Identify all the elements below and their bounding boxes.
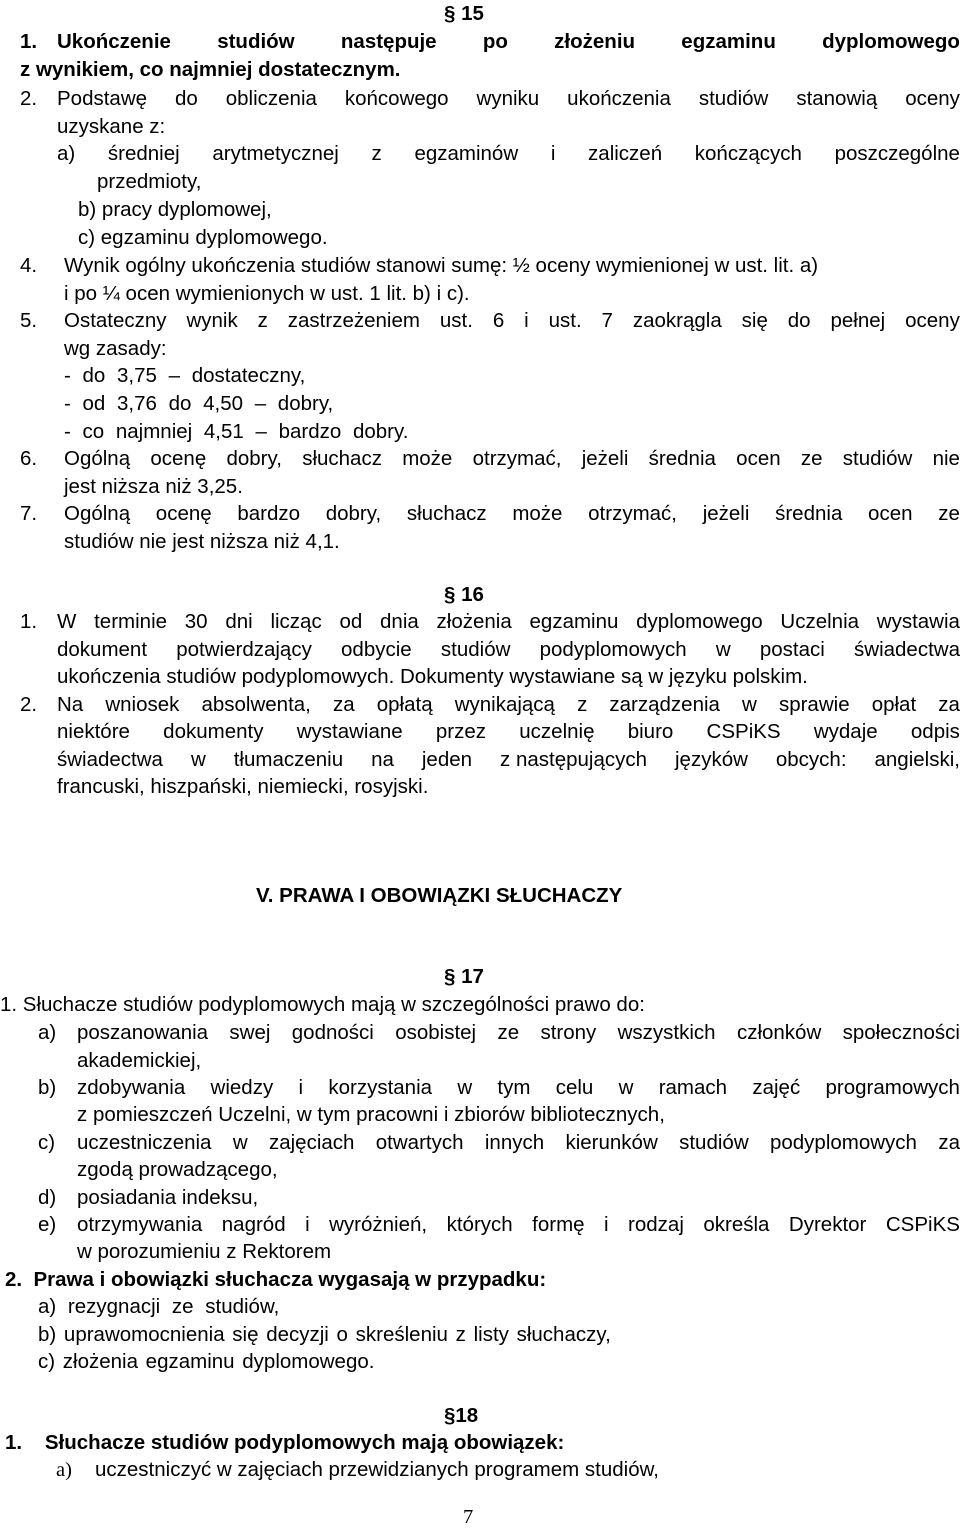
paragraph-line: 1. Słuchacze studiów podyplomowych mają w szczególności prawo do: bbox=[0, 993, 645, 1016]
word: Ostateczny bbox=[64, 309, 167, 332]
list-item-line: zgodą prowadzącego, bbox=[77, 1158, 278, 1181]
paragraph-line bbox=[57, 640, 960, 661]
section-heading-15: § 15 bbox=[444, 2, 484, 25]
paragraph-line: jest niższa niż 3,25. bbox=[64, 475, 243, 498]
word: formę bbox=[532, 1213, 585, 1236]
word: a) bbox=[57, 142, 76, 165]
word: średnia bbox=[648, 447, 716, 470]
word: poszanowania bbox=[77, 1021, 209, 1044]
word: wniosek bbox=[105, 693, 180, 716]
word: potwierdzający bbox=[176, 638, 312, 661]
list-item-line: przedmioty, bbox=[97, 170, 202, 193]
paragraph-line bbox=[64, 449, 960, 470]
paragraph-number: 2. bbox=[20, 693, 38, 716]
word: rodzaj bbox=[628, 1213, 684, 1236]
word: za bbox=[938, 693, 960, 716]
word: i bbox=[604, 1213, 609, 1236]
word: studiów bbox=[679, 1131, 749, 1154]
word: ocenę bbox=[155, 502, 212, 525]
word: obcych: bbox=[775, 748, 847, 771]
list-item-label: d) bbox=[38, 1186, 57, 1209]
list-item-line: uczestniczyć w zajęciach przewidzianych programem studiów, bbox=[95, 1458, 659, 1481]
word: świadectwa bbox=[57, 748, 163, 771]
section-heading-17: § 17 bbox=[444, 965, 484, 988]
paragraph-line bbox=[57, 722, 960, 743]
word: ust. bbox=[439, 309, 473, 332]
word: następuje bbox=[340, 30, 437, 53]
list-item-line: - co najmniej 4,51 – bardzo dobry. bbox=[64, 420, 409, 443]
paragraph-number: 1. bbox=[20, 610, 38, 633]
list-item-label: b) bbox=[38, 1076, 57, 1099]
word: Uczelnia bbox=[780, 610, 860, 633]
word: obliczenia bbox=[225, 87, 317, 110]
word: opłatą bbox=[376, 693, 433, 716]
paragraph-line: francuski, hiszpański, niemiecki, rosyjski. bbox=[57, 775, 429, 798]
word: i bbox=[298, 1076, 304, 1099]
word: otrzymywania bbox=[77, 1213, 203, 1236]
word: biuro bbox=[627, 720, 674, 743]
paragraph-number: 2. bbox=[20, 87, 38, 110]
word: uczelnię bbox=[519, 720, 595, 743]
list-item-line: c) złożenia egzaminu dyplomowego. bbox=[38, 1350, 375, 1373]
word: programowych bbox=[825, 1076, 960, 1099]
word: godności bbox=[291, 1021, 374, 1044]
word: dyplomowego bbox=[822, 30, 960, 53]
paragraph-number: 4. bbox=[20, 254, 38, 277]
word: 30 bbox=[184, 610, 208, 633]
word: ukończenia bbox=[567, 87, 671, 110]
word: do bbox=[174, 87, 198, 110]
word: Ogólną bbox=[64, 502, 131, 525]
paragraph-number: 1. bbox=[20, 30, 38, 53]
word: studiów bbox=[842, 447, 913, 470]
word: podyplomowych bbox=[539, 638, 687, 661]
word: zaokrągla bbox=[632, 309, 722, 332]
word: jeden bbox=[421, 748, 473, 771]
word: dyplomowego bbox=[636, 610, 763, 633]
word: postaci bbox=[759, 638, 825, 661]
word: w bbox=[715, 638, 731, 661]
word: wszystkich bbox=[617, 1021, 716, 1044]
word: absolwenta, bbox=[201, 693, 311, 716]
word: korzystania bbox=[328, 1076, 433, 1099]
word: jeżeli bbox=[581, 447, 629, 470]
word: z bbox=[371, 142, 382, 165]
word: terminie bbox=[94, 610, 168, 633]
list-item-line: z pomieszczeń Uczelni, w tym pracowni i zbiorów bibliotecznych, bbox=[77, 1103, 665, 1126]
word: złożenia bbox=[436, 610, 512, 633]
word: dobry, bbox=[226, 447, 282, 470]
word: opłat bbox=[871, 693, 917, 716]
list-item-line bbox=[77, 1133, 960, 1154]
list-item-label: c) bbox=[38, 1131, 56, 1154]
word: studiów bbox=[217, 30, 295, 53]
chapter-title: V. PRAWA I OBOWIĄZKI SŁUCHACZY bbox=[256, 884, 623, 907]
list-item-line: w porozumieniu z Rektorem bbox=[77, 1240, 332, 1263]
word: języków bbox=[674, 748, 748, 771]
list-item-line: posiadania indeksu, bbox=[77, 1186, 259, 1209]
word: wystawiane bbox=[296, 720, 403, 743]
word: za bbox=[332, 693, 355, 716]
word: wiedzy bbox=[210, 1076, 274, 1099]
list-item-label: e) bbox=[38, 1213, 57, 1236]
word: wystawia bbox=[876, 610, 960, 633]
word: tym bbox=[497, 1076, 531, 1099]
list-item-line: b) uprawomocnienia się decyzji o skreśleniu z listy słuchaczy, bbox=[38, 1323, 611, 1346]
section-heading-18: §18 bbox=[444, 1404, 479, 1427]
word: swej bbox=[229, 1021, 271, 1044]
list-item-label: a) bbox=[38, 1021, 57, 1044]
list-item-line bbox=[77, 1078, 960, 1099]
word: studiów bbox=[698, 87, 769, 110]
word: strony bbox=[540, 1021, 597, 1044]
section-heading-16: § 16 bbox=[444, 583, 484, 606]
word: po bbox=[482, 30, 508, 53]
word: zaliczeń bbox=[588, 142, 663, 165]
word: niektóre bbox=[57, 720, 130, 743]
word: odbycie bbox=[341, 638, 412, 661]
word: Na bbox=[57, 693, 84, 716]
paragraph-line bbox=[57, 612, 960, 633]
word: może bbox=[402, 447, 453, 470]
word: licząc bbox=[270, 610, 322, 633]
word: ocenę bbox=[150, 447, 207, 470]
word: CSPiKS bbox=[706, 720, 781, 743]
word: oceny bbox=[905, 87, 960, 110]
word: w bbox=[618, 1076, 634, 1099]
word: złożeniu bbox=[554, 30, 636, 53]
word: ust. bbox=[548, 309, 582, 332]
word: zajęciach bbox=[268, 1131, 355, 1154]
word: końcowego bbox=[344, 87, 449, 110]
word: osobistej bbox=[395, 1021, 477, 1044]
list-item-line bbox=[77, 1023, 960, 1044]
word: słuchacz bbox=[302, 447, 382, 470]
paragraph-line: z wynikiem, co najmniej dostatecznym. bbox=[20, 58, 401, 81]
word: jeżeli bbox=[702, 502, 750, 525]
word: egzaminu bbox=[681, 30, 776, 53]
word: poszczególne bbox=[834, 142, 960, 165]
word: ocen bbox=[868, 502, 913, 525]
word: otrzymać, bbox=[472, 447, 562, 470]
word: 7 bbox=[601, 309, 613, 332]
list-item-line: a) rezygnacji ze studiów, bbox=[38, 1295, 280, 1318]
word: CSPiKS bbox=[885, 1213, 960, 1236]
list-item-line: c) egzaminu dyplomowego. bbox=[78, 226, 328, 249]
word: innych bbox=[484, 1131, 545, 1154]
paragraph-number: 6. bbox=[20, 447, 38, 470]
word: określa bbox=[703, 1213, 770, 1236]
word: egzaminów bbox=[414, 142, 519, 165]
paragraph-number: 5. bbox=[20, 309, 38, 332]
paragraph-line bbox=[64, 311, 960, 332]
list-item-line: akademickiej, bbox=[77, 1049, 202, 1072]
word: zarządzenia bbox=[609, 693, 720, 716]
word: celu bbox=[555, 1076, 594, 1099]
word: Ukończenie bbox=[57, 30, 171, 53]
word: nagród bbox=[221, 1213, 286, 1236]
word: ze bbox=[938, 502, 960, 525]
word: z bbox=[577, 693, 588, 716]
list-item-line: b) pracy dyplomowej, bbox=[78, 198, 272, 221]
word: kierunków bbox=[565, 1131, 658, 1154]
word: wydaje bbox=[813, 720, 878, 743]
word: z bbox=[257, 309, 268, 332]
word: dokument bbox=[57, 638, 148, 661]
word: kończących bbox=[694, 142, 802, 165]
paragraph-line: studiów nie jest niższa niż 4,1. bbox=[64, 530, 340, 553]
word: zastrzeżeniem bbox=[287, 309, 420, 332]
word: przez bbox=[435, 720, 487, 743]
word: otwartych bbox=[375, 1131, 464, 1154]
word: ze bbox=[497, 1021, 520, 1044]
word: podyplomowych bbox=[769, 1131, 917, 1154]
word: może bbox=[512, 502, 563, 525]
word: dobry, bbox=[325, 502, 382, 525]
word: w bbox=[232, 1131, 248, 1154]
word: dnia bbox=[380, 610, 419, 633]
word: wynikającą bbox=[454, 693, 555, 716]
word: świadectwa bbox=[854, 638, 960, 661]
list-item-line: - do 3,75 – dostateczny, bbox=[64, 364, 306, 387]
word: wyróżnień, bbox=[329, 1213, 428, 1236]
word: Dyrektor bbox=[788, 1213, 867, 1236]
paragraph-line: uzyskane z: bbox=[57, 115, 166, 138]
paragraph-line: ukończenia studiów podyplomowych. Dokumenty wystawiane są w języku polskim. bbox=[57, 665, 808, 688]
word: w bbox=[190, 748, 206, 771]
word: wynik bbox=[186, 309, 238, 332]
paragraph-line bbox=[57, 750, 960, 771]
word: uczestniczenia bbox=[77, 1131, 212, 1154]
list-item-line: - od 3,76 do 4,50 – dobry, bbox=[64, 392, 334, 415]
word: sprawie bbox=[778, 693, 850, 716]
list-item-line bbox=[57, 144, 960, 165]
word: nie bbox=[932, 447, 960, 470]
paragraph-line bbox=[57, 695, 960, 716]
paragraph-line bbox=[57, 89, 960, 110]
word: egzaminu bbox=[529, 610, 619, 633]
word: otrzymać, bbox=[588, 502, 678, 525]
word: społeczności bbox=[842, 1021, 960, 1044]
word: W bbox=[57, 610, 77, 633]
paragraph-line bbox=[57, 32, 960, 53]
paragraph-line: wg zasady: bbox=[64, 337, 167, 360]
word: i bbox=[550, 142, 556, 165]
word: angielski, bbox=[874, 748, 960, 771]
word: bardzo bbox=[237, 502, 301, 525]
word: odpis bbox=[910, 720, 960, 743]
word: ze bbox=[800, 447, 823, 470]
word: których bbox=[446, 1213, 513, 1236]
paragraph-line: 2. Prawa i obowiązki słuchacza wygasają w przypadku: bbox=[5, 1268, 547, 1291]
word: Podstawę bbox=[57, 87, 148, 110]
word: i bbox=[524, 309, 529, 332]
paragraph-number: 7. bbox=[20, 502, 38, 525]
word: z następujących bbox=[500, 748, 648, 771]
paragraph-line bbox=[64, 504, 960, 525]
word: średnia bbox=[775, 502, 843, 525]
word: Ogólną bbox=[64, 447, 131, 470]
list-item-line bbox=[77, 1215, 960, 1236]
word: oceny bbox=[905, 309, 960, 332]
word: średniej bbox=[107, 142, 180, 165]
word: dokumenty bbox=[163, 720, 264, 743]
word: w bbox=[457, 1076, 473, 1099]
paragraph-line: Wynik ogólny ukończenia studiów stanowi sumę: ½ oceny wymienionej w ust. lit. a) bbox=[64, 254, 819, 277]
word: dni bbox=[225, 610, 253, 633]
word: studiów bbox=[440, 638, 511, 661]
word: słuchacz bbox=[406, 502, 487, 525]
word: na bbox=[371, 748, 394, 771]
word: 6 bbox=[492, 309, 505, 332]
word: arytmetycznej bbox=[212, 142, 339, 165]
word: zdobywania bbox=[77, 1076, 186, 1099]
word: członków bbox=[736, 1021, 822, 1044]
list-item-label: a) bbox=[56, 1459, 72, 1481]
page-number: 7 bbox=[463, 1506, 474, 1528]
word: w bbox=[742, 693, 757, 716]
word: do bbox=[787, 309, 811, 332]
word: zajęć bbox=[752, 1076, 801, 1099]
word: za bbox=[938, 1131, 960, 1154]
word: od bbox=[339, 610, 363, 633]
paragraph-line: 1. Słuchacze studiów podyplomowych mają obowiązek: bbox=[5, 1431, 565, 1454]
word: ramach bbox=[658, 1076, 728, 1099]
paragraph-line: i po ¼ ocen wymienionych w ust. 1 lit. b) i c). bbox=[64, 282, 470, 305]
word: pełnej bbox=[830, 309, 886, 332]
word: się bbox=[741, 309, 768, 332]
word: ocen bbox=[736, 447, 781, 470]
word: stanowią bbox=[796, 87, 878, 110]
word: tłumaczeniu bbox=[233, 748, 344, 771]
word: wyniku bbox=[476, 87, 540, 110]
word: i bbox=[305, 1213, 310, 1236]
